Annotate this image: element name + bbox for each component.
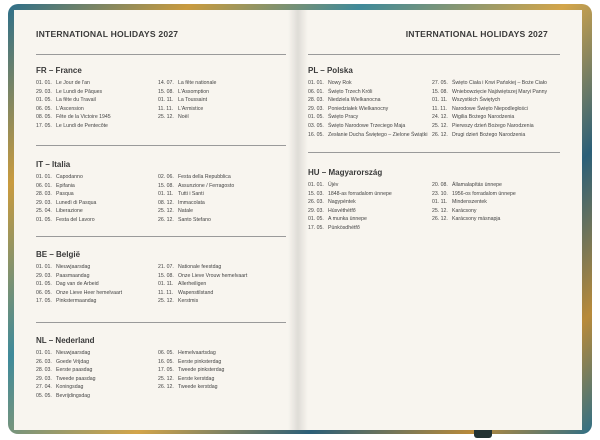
holiday-row	[158, 289, 247, 298]
holiday-date: 25. 04.	[36, 208, 52, 215]
holiday-row	[432, 131, 547, 140]
holiday-date: 11. 11.	[432, 105, 448, 112]
holiday-name: Onze Lieve Heer hemelvaart	[56, 289, 123, 296]
holiday-row	[36, 297, 122, 306]
holiday-name: Assunzione / Ferragosto	[178, 182, 235, 189]
holiday-section	[36, 250, 286, 305]
holiday-name: Niedziela Wielkanocna	[328, 97, 381, 104]
holiday-row	[158, 173, 234, 182]
holiday-row	[308, 113, 427, 122]
holiday-name: Tutti i Santi	[178, 191, 204, 198]
holiday-date: 25. 12.	[158, 375, 174, 382]
holiday-row	[308, 79, 427, 88]
holiday-row	[36, 375, 96, 384]
holiday-date: 26. 12.	[432, 216, 448, 223]
holiday-date: 01. 05.	[308, 216, 324, 223]
holiday-name: Karácsony másnapja	[452, 216, 501, 223]
holiday-row	[158, 358, 224, 367]
holiday-date: 06. 05.	[158, 350, 174, 356]
section-divider	[308, 152, 560, 153]
holiday-date: 25. 12.	[432, 207, 448, 214]
holiday-name: Fête de la Victoire 1945	[56, 114, 111, 121]
holiday-row	[36, 289, 122, 298]
holiday-row	[432, 122, 547, 131]
holiday-name: Pasqua	[56, 191, 74, 198]
holiday-row	[36, 383, 96, 392]
holiday-date: 29. 03.	[36, 272, 52, 279]
section-title: HU – Magyarország	[308, 168, 383, 177]
holiday-name: Koningsdag	[56, 384, 84, 391]
holiday-row	[158, 263, 247, 272]
holiday-date: 29. 03.	[36, 375, 52, 382]
holiday-name: L'Ascension	[56, 105, 84, 112]
holiday-row	[36, 358, 96, 367]
holiday-name: Le Lundi de Pentecôte	[56, 122, 108, 129]
holiday-date: 17. 05.	[158, 367, 174, 374]
holiday-row	[308, 181, 392, 190]
holiday-row	[158, 280, 247, 289]
holiday-name: Eerste paasdag	[56, 367, 93, 374]
holiday-row	[158, 383, 224, 392]
holiday-name: L'Armistice	[178, 105, 204, 112]
holiday-date: 01. 11.	[158, 97, 174, 104]
holiday-name: Nagypéntek	[328, 199, 356, 206]
holiday-row	[432, 113, 547, 122]
holiday-row	[36, 190, 96, 199]
holiday-name: Mindenszentek	[452, 199, 487, 206]
holiday-date: 16. 05.	[158, 358, 174, 365]
holiday-name: Wszystkich Świętych	[452, 97, 501, 104]
holiday-name: Zesłanie Ducha Świętego – Zielone Świątki	[328, 131, 428, 138]
holiday-date: 20. 08.	[432, 182, 448, 188]
holiday-row	[432, 215, 516, 224]
holiday-column	[158, 79, 216, 122]
section-title: IT – Italia	[36, 160, 71, 169]
holiday-row	[36, 207, 96, 216]
holiday-row	[158, 79, 216, 88]
holiday-date: 06. 01.	[36, 182, 52, 189]
holiday-row	[158, 182, 234, 191]
holiday-row	[158, 272, 247, 281]
holiday-column	[308, 181, 392, 233]
holiday-date: 26. 12.	[432, 131, 448, 138]
holiday-date: 06. 05.	[36, 105, 52, 112]
holiday-name: Paasmaandag	[56, 272, 90, 279]
holiday-name: Le Jour de l'an	[56, 80, 90, 86]
holiday-name: Onze Lieve Vrouw hemelvaart	[178, 272, 248, 279]
holiday-row	[36, 79, 111, 88]
holiday-date: 01. 11.	[158, 191, 174, 198]
holiday-date: 08. 12.	[158, 199, 174, 206]
holiday-name: Goede Vrijdag	[56, 358, 89, 365]
holiday-date: 01. 01.	[308, 182, 324, 188]
holiday-date: 26. 12.	[158, 384, 174, 391]
holiday-name: Tweede pinksterdag	[178, 367, 225, 374]
holiday-name: Pünkösdhétfő	[328, 224, 360, 231]
holiday-row	[36, 263, 122, 272]
holiday-name: Santo Stefano	[178, 216, 211, 223]
holiday-date: 06. 01.	[308, 88, 324, 95]
holiday-date: 25. 12.	[158, 114, 174, 121]
holiday-date: 25. 12.	[158, 208, 174, 215]
holiday-date: 27. 05.	[432, 80, 448, 86]
holiday-date: 06. 05.	[36, 289, 52, 296]
holiday-row	[432, 198, 516, 207]
holiday-name: Capodanno	[56, 174, 83, 180]
holiday-row	[308, 88, 427, 97]
holiday-name: 1956-os forradalom ünnepe	[452, 190, 516, 197]
holiday-date: 01. 05.	[36, 97, 52, 104]
holiday-date: 25. 12.	[432, 122, 448, 129]
holiday-row	[308, 207, 392, 216]
header-divider	[308, 54, 560, 55]
header-divider	[36, 54, 286, 55]
holiday-row	[308, 122, 427, 131]
holiday-date: 08. 05.	[36, 114, 52, 121]
holiday-name: Wigilia Bożego Narodzenia	[452, 114, 515, 121]
holiday-name: Epifania	[56, 182, 75, 189]
holiday-row	[36, 349, 96, 358]
holiday-row	[36, 173, 96, 182]
holiday-name: Karácsony	[452, 207, 477, 214]
holiday-column	[36, 173, 96, 225]
holiday-date: 01. 11.	[432, 199, 448, 206]
holiday-row	[158, 366, 224, 375]
holiday-date: 15. 08.	[158, 272, 174, 279]
holiday-column	[158, 263, 247, 306]
holiday-row	[158, 96, 216, 105]
holiday-row	[36, 88, 111, 97]
holiday-row	[432, 96, 547, 105]
holiday-date: 01. 05.	[36, 281, 52, 288]
holiday-name: Húsvéthétfő	[328, 207, 356, 214]
holiday-row	[308, 131, 427, 140]
holiday-date: 26. 12.	[158, 216, 174, 223]
holiday-date: 28. 03.	[308, 97, 324, 104]
holiday-row	[308, 105, 427, 114]
holiday-date: 15. 08.	[158, 88, 174, 95]
holiday-date: 01. 11.	[158, 281, 174, 288]
holiday-name: La fête nationale	[178, 80, 217, 86]
holiday-row	[158, 190, 234, 199]
holiday-row	[36, 366, 96, 375]
holiday-row	[158, 113, 216, 122]
section-divider	[36, 322, 286, 323]
holiday-row	[36, 96, 111, 105]
holiday-name: Bevrijdingsdag	[56, 392, 91, 399]
section-title: BE – België	[36, 250, 81, 259]
holiday-name: Wniebowzięcie Najświętszej Maryi Panny	[452, 88, 548, 95]
holiday-name: 1848-as forradalom ünnepe	[328, 190, 392, 197]
holiday-column	[158, 349, 224, 392]
holiday-name: L'Assomption	[178, 88, 209, 95]
holiday-date: 01. 01.	[36, 80, 52, 86]
page-title: INTERNATIONAL HOLIDAYS 2027	[36, 29, 179, 39]
holiday-date: 27. 04.	[36, 384, 52, 391]
holiday-date: 05. 05.	[36, 392, 52, 399]
holiday-row	[158, 297, 247, 306]
holiday-date: 03. 05.	[308, 122, 324, 129]
holiday-name: A munka ünnepe	[328, 216, 367, 223]
holiday-date: 28. 03.	[36, 367, 52, 374]
holiday-date: 14. 07.	[158, 80, 174, 86]
holiday-date: 02. 06.	[158, 174, 174, 180]
holiday-column	[36, 79, 111, 131]
holiday-row	[158, 105, 216, 114]
holiday-row	[36, 272, 122, 281]
holiday-row	[158, 375, 224, 384]
holiday-name: La Toussaint	[178, 97, 208, 104]
holiday-name: Święto Trzech Króli	[328, 88, 373, 95]
holiday-name: Liberazione	[56, 208, 83, 215]
holiday-name: Święto Narodowe Trzeciego Maja	[328, 122, 406, 129]
holiday-date: 29. 03.	[308, 207, 324, 214]
holiday-date: 01. 05.	[308, 114, 324, 121]
holiday-name: Nieuwjaarsdag	[56, 264, 91, 270]
holiday-date: 21. 07.	[158, 264, 174, 270]
holiday-row	[158, 207, 234, 216]
holiday-date: 24. 12.	[432, 114, 448, 121]
holiday-name: Drugi dzień Bożego Narodzenia	[452, 131, 526, 138]
holiday-column	[308, 79, 427, 139]
holiday-date: 17. 05.	[36, 298, 52, 305]
holiday-row	[432, 88, 547, 97]
holiday-name: Pinkstermaandag	[56, 298, 97, 305]
holiday-row	[36, 199, 96, 208]
holiday-name: Nieuwjaarsdag	[56, 350, 91, 356]
holiday-date: 01. 01.	[36, 264, 52, 270]
holiday-name: Le Lundi de Pâques	[56, 88, 103, 95]
holiday-date: 23. 10.	[432, 190, 448, 197]
holiday-name: Immacolata	[178, 199, 205, 206]
holiday-date: 17. 05.	[36, 122, 52, 129]
holiday-name: Államalapítás ünnepe	[452, 182, 502, 188]
holiday-row	[432, 207, 516, 216]
holiday-row	[432, 79, 547, 88]
holiday-row	[308, 96, 427, 105]
section-divider	[36, 236, 286, 237]
holiday-row	[36, 216, 96, 225]
holiday-row	[36, 182, 96, 191]
holiday-row	[158, 349, 224, 358]
holiday-name: Festa della Repubblica	[178, 174, 231, 180]
holiday-column	[432, 181, 516, 224]
holiday-name: Dag van de Arbeid	[56, 281, 99, 288]
holiday-name: Natale	[178, 208, 193, 215]
holiday-date: 11. 11.	[158, 105, 174, 112]
holiday-name: Festa del Lavoro	[56, 216, 95, 223]
holiday-row	[36, 105, 111, 114]
holiday-row	[36, 392, 96, 401]
holiday-date: 01. 11.	[432, 97, 448, 104]
holiday-name: Nowy Rok	[328, 80, 352, 86]
holiday-row	[308, 190, 392, 199]
holiday-date: 29. 03.	[308, 105, 324, 112]
holiday-column	[158, 173, 234, 225]
holiday-date: 29. 03.	[36, 199, 52, 206]
holiday-name: Tweede kerstdag	[178, 384, 218, 391]
holiday-section	[36, 160, 286, 223]
holiday-row	[158, 216, 234, 225]
holiday-row	[36, 280, 122, 289]
holiday-name: Wapenstilstand	[178, 289, 214, 296]
holiday-name: Poniedziałek Wielkanocny	[328, 105, 389, 112]
holiday-name: Nationale feestdag	[178, 264, 222, 270]
holiday-row	[36, 113, 111, 122]
holiday-date: 01. 05.	[36, 216, 52, 223]
holiday-date: 26. 03.	[308, 199, 324, 206]
holiday-row	[36, 122, 111, 131]
holiday-row	[308, 215, 392, 224]
holiday-row	[308, 198, 392, 207]
section-title: PL – Polska	[308, 66, 353, 75]
holiday-date: 11. 11.	[158, 289, 174, 296]
holiday-name: Tweede paasdag	[56, 375, 96, 382]
holiday-name: Kerstmis	[178, 298, 199, 305]
holiday-name: Narodowe Święto Niepodległości	[452, 105, 528, 112]
page-title: INTERNATIONAL HOLIDAYS 2027	[405, 29, 548, 39]
holiday-row	[308, 224, 392, 233]
holiday-name: Pierwszy dzień Bożego Narodzenia	[452, 122, 534, 129]
holiday-row	[158, 88, 216, 97]
holiday-date: 01. 01.	[36, 350, 52, 356]
holiday-date: 01. 01.	[308, 80, 324, 86]
holiday-name: Eerste kerstdag	[178, 375, 215, 382]
holiday-name: Lunedì di Pasqua	[56, 199, 97, 206]
holiday-column	[432, 79, 547, 139]
holiday-section	[308, 66, 560, 138]
holiday-section	[36, 66, 286, 129]
right-page	[298, 10, 582, 430]
holiday-section	[36, 336, 286, 399]
holiday-date: 15. 03.	[308, 190, 324, 197]
holiday-row	[432, 105, 547, 114]
holiday-date: 01. 01.	[36, 174, 52, 180]
holiday-date: 15. 08.	[432, 88, 448, 95]
holiday-name: Święto Ciała i Krwi Pańskiej – Boże Ciało	[452, 80, 547, 86]
section-title: FR – France	[36, 66, 82, 75]
holiday-date: 28. 03.	[36, 191, 52, 198]
holiday-name: Eerste pinksterdag	[178, 358, 222, 365]
holiday-section	[308, 168, 560, 231]
holiday-date: 17. 05.	[308, 224, 324, 231]
holiday-row	[432, 190, 516, 199]
holiday-name: Újév	[328, 182, 339, 188]
holiday-row	[432, 181, 516, 190]
holiday-date: 25. 12.	[158, 298, 174, 305]
holiday-date: 15. 08.	[158, 182, 174, 189]
holiday-name: Hemelvaartsdag	[178, 350, 216, 356]
holiday-name: La fête du Travail	[56, 97, 96, 104]
holiday-column	[36, 349, 96, 401]
holiday-name: Święto Pracy	[328, 114, 359, 121]
holiday-date: 16. 05.	[308, 131, 324, 138]
holiday-row	[158, 199, 234, 208]
holiday-column	[36, 263, 122, 306]
section-title: NL – Nederland	[36, 336, 95, 345]
holiday-date: 29. 03.	[36, 88, 52, 95]
left-page	[14, 10, 298, 430]
section-divider	[36, 145, 286, 146]
holiday-date: 26. 03.	[36, 358, 52, 365]
holiday-name: Allerheiligen	[178, 281, 207, 288]
holiday-name: Noël	[178, 114, 189, 121]
